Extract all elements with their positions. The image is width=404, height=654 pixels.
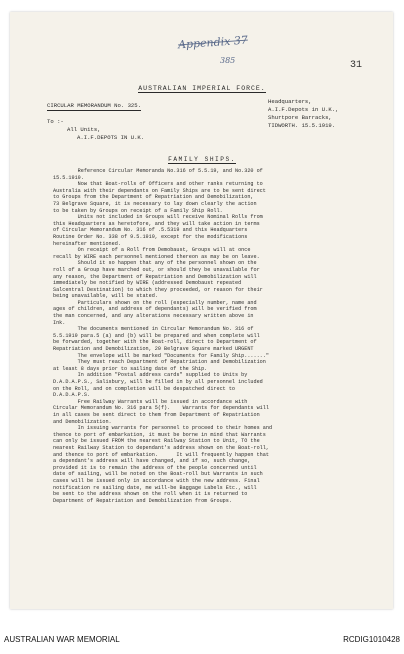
body-line: recall by WIRE each personnel mentioned thereon as may be on leave. [53,253,260,260]
memo-ref-text: CIRCULAR MEMORANDUM No. 325. [47,102,141,109]
body-line: provided it is to remain the address of the people concerned until [53,464,257,471]
body-line: roll of a Group have marched out, or should they be unavailable for [53,266,260,273]
body-line: this Headquarters as heretofore, and they will take action in terms [53,220,260,227]
body-line: immediately be notified by WIRE (addressed Demobaust repeated [53,280,242,287]
body-line: a dependant's address will have changed, and if so, such change, [53,458,251,465]
body-line: In addition "Postal address cards" supplied to Units by [53,372,248,379]
sender-line: A.I.F.Depots in U.K., [268,106,339,113]
body-line: Free Railway Warrants will be issued in accordance with [53,398,248,405]
body-line: Department of Repatriation and Demobilization from Groups. [53,497,232,504]
body-line: Particulars shown on the roll (especially number, name and [53,299,257,306]
body-line: Ink. [53,319,66,326]
recipient-line: All Units, [67,126,101,133]
page-number: 31 [350,60,363,71]
body-line: Now that Boat-rolls of Officers and other ranks returning to [53,181,263,188]
memo-body [53,168,371,504]
body-line: at least 8 days prior to sailing date of the Ship. [53,365,208,372]
to-label: To :- [47,118,64,125]
sender-line: TIDWORTH. 15.5.1919. [268,122,336,129]
body-line: to Groups from the Department of Repatriation and Demobilization, [53,194,254,201]
body-line: notification re sailing date, me will-be Baggage Labels Etc., will [53,484,257,491]
body-line: any reason, the Department of Repatriation and Demobilization will [53,273,257,280]
recipient-line: A.I.F.DEPOTS IN U.K. [77,134,145,141]
body-line: hereinafter mentioned. [53,240,121,247]
document-title-text: AUSTRALIAN IMPERIAL FORCE. [138,85,266,92]
sender-line: Headquarters, [268,98,312,105]
body-line: being unavailable, will be stated. [53,293,158,300]
body-line: date of sailing, will be noted on the Boat-roll but Warrants in such [53,471,263,478]
body-line: ages of children, and address of dependants) will be verified from [53,306,257,313]
body-line: Salcentral Destination) to which they proceeded, or reason for their [53,286,263,293]
body-line: be forwarded, together with the Boat-roll, direct to Department of [53,339,257,346]
body-line: of Circular Memorandum No. 316 of .5.5319 and this Headquarters [53,227,248,234]
body-line: and thence to port of embarkation. It will frequently happen that [53,451,269,458]
archive-footer [0,631,404,651]
body-line: 73 Belgrave Square, it is necessary to lay down clearly the action [53,200,257,207]
body-line: in all cases be sent direct to them from Department of Repatriation [53,411,260,418]
body-line: 15.5.1919. [53,174,84,181]
body-line: Routine Order No. 338 of 9.5.1919, except for the modifications [53,233,248,240]
body-line: on the Roll, and on completion will be despatched direct to [53,385,236,392]
body-line: D.A.D.A.P.S. [53,392,91,399]
sender-address [268,98,339,130]
body-line: Units not included in Groups will receive Nominal Rolls from [53,214,263,221]
body-line: be sent to the address shown on the roll when it is returned to [53,491,248,498]
subject-heading [0,156,404,163]
body-line: Repatriation and Demobilization, 20 Belgrave Square marked URGENT [53,346,254,353]
subject-text: FAMILY SHIPS. [168,156,236,163]
footer-record-id: RCDIG1010428 [343,635,400,644]
body-line: can only be issued FROM the nearest Railway Station to Unit, TO the [53,438,260,445]
body-line: The envelope will be marked "Documents for Family Ship......." [53,352,269,359]
recipient-block [47,118,144,142]
body-line: On receipt of a Roll from Demobaust, Groups will at once [53,247,251,254]
body-line: Should it so happen that any of the personnel shown on the [53,260,257,267]
body-line: Australia with their dependants on Family Ships are to be sent direct [53,187,266,194]
footer-institution: AUSTRALIAN WAR MEMORIAL [4,635,120,644]
body-line: Reference Circular Memoranda No.316 of 5.5.19, and No.320 of [53,168,263,174]
body-line: Circular Memorandum No. 316 para 5(f). Warrants for dependants will [53,405,269,412]
sender-line: Shurtpore Barracks, [268,114,332,121]
body-line: cases will be issued only in accordance with the new address. Final [53,477,260,484]
handwritten-annotation-sub: 385 [220,56,236,65]
body-line: The documents mentioned in Circular Memorandum No. 316 of [53,326,254,333]
body-line: They must reach Department of Repatriation and Demobilization [53,359,266,366]
body-line: In issuing warrants for personnel to proceed to their homes and [53,425,273,432]
body-line: the man concerned, and any alterations necessary written above in [53,313,254,320]
body-line: D.A.D.A.P.S., Salisbury, will be filled in by all personnel included [53,379,263,385]
document-title [0,85,404,92]
memo-reference [47,102,141,111]
body-line: to be taken by Groups on receipt of a Family Ship Roll. [53,207,223,214]
body-line: nearest Railway Station to dependant's address shown on the Boat-roll, [53,444,269,451]
body-line: 5.5.1919 para.5 (a) and (b) will be prepared and when complete will [53,332,260,339]
body-line: and Demobilization. [53,418,112,425]
body-line: thence to port of embarkation, it must be borne in mind that Warrants [53,431,266,438]
handwritten-annotation: Appendix 37 [177,33,249,52]
